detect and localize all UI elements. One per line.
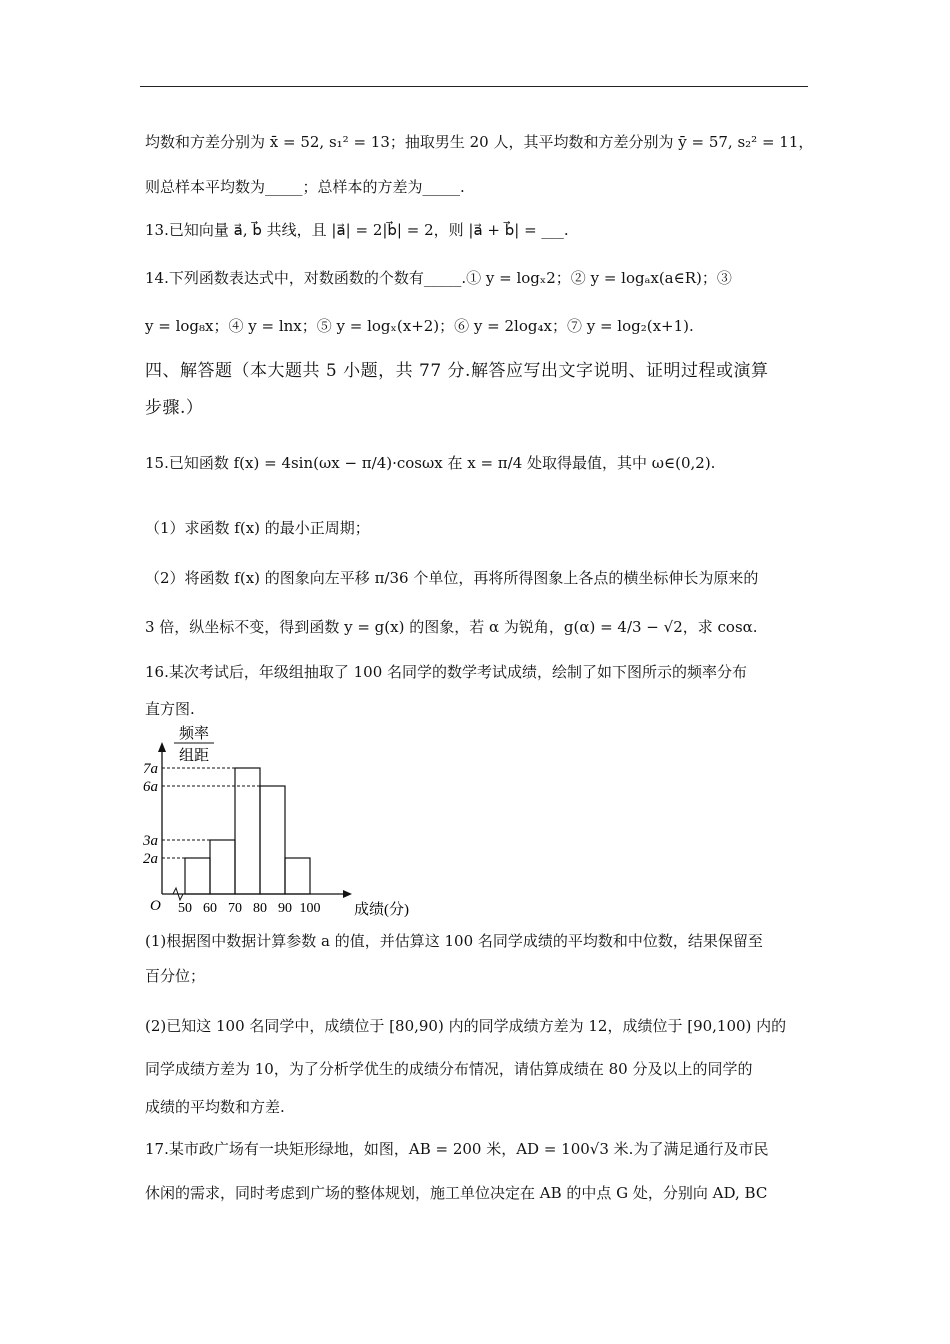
question-16-part-1-cont: 百分位； (145, 967, 206, 985)
question-17-cont: 休闲的需求，同时考虑到广场的整体规划，施工单位决定在 AB 的中点 G 处，分别向 AD, BC (145, 1184, 768, 1202)
question-16-part-2: (2)已知这 100 名同学中，成绩位于 [80,90) 内的同学成绩方差为 12，成绩位于 [90,100) 内的 (145, 1017, 787, 1035)
question-15: 15.已知函数 f(x) = 4sin(ωx − π/4)·cosωx 在 x = π/4 处取得最值，其中 ω∈(0,2). (145, 454, 716, 472)
y-tick-label: 6a (143, 779, 158, 795)
question-16-part-2-end: 成绩的平均数和方差. (145, 1098, 285, 1116)
x-tick-label: 100 (299, 901, 321, 916)
question-15-part-1: （1）求函数 f(x) 的最小正周期； (145, 519, 370, 537)
histogram-bar (285, 858, 310, 894)
y-axis-label-denominator: 组距 (178, 748, 210, 764)
x-tick-label: 90 (278, 901, 292, 916)
x-tick-label: 70 (228, 901, 242, 916)
question-15-part-2-cont: 3 倍，纵坐标不变，得到函数 y = g(x) 的图象，若 α 为锐角，g(α) = 4/3 − √2，求 cosα. (145, 618, 758, 636)
question-16-part-1: (1)根据图中数据计算参数 a 的值，并估算这 100 名同学成绩的平均数和中位数，结果保留至 (145, 932, 763, 950)
y-axis-arrow (158, 742, 166, 752)
histogram-bar (260, 786, 285, 894)
question-13: 13.已知向量 a⃗, b⃗ 共线，且 |a⃗| = 2|b⃗| = 2，则 |a⃗ + b⃗| = ___. (145, 221, 569, 239)
question-16: 16.某次考试后，年级组抽取了 100 名同学的数学考试成绩，绘制了如下图所示的频率分布 (145, 663, 748, 681)
section-heading-cont: 步骤.） (145, 398, 204, 418)
question-16-part-2-cont: 同学成绩方差为 10，为了分析学优生的成绩分布情况，请估算成绩在 80 分及以上的同学的 (145, 1060, 753, 1078)
y-tick-label: 2a (143, 851, 158, 867)
y-tick-label: 7a (143, 761, 158, 777)
x-axis-label: 成绩(分) (354, 902, 409, 918)
y-tick-label: 3a (143, 833, 158, 849)
x-tick-label: 50 (178, 901, 192, 916)
text-line-2: 则总样本平均数为_____；总样本的方差为_____. (145, 178, 465, 196)
x-tick-label: 60 (203, 901, 217, 916)
question-15-part-2: （2）将函数 f(x) 的图象向左平移 π/36 个单位，再将所得图象上各点的横坐标伸长为原来的 (145, 569, 759, 587)
text-line-1: 均数和方差分别为 x̄ = 52, s₁² = 13；抽取男生 20 人，其平均数和方差分别为 ȳ = 57, s₂² = 11， (145, 133, 814, 151)
header-rule (140, 86, 808, 87)
x-tick-label: 80 (253, 901, 267, 916)
section-heading: 四、解答题（本大题共 5 小题，共 77 分.解答应写出文字说明、证明过程或演算 (145, 361, 769, 381)
question-14: 14.下列函数表达式中，对数函数的个数有_____.① y = logₓ2；② y = logₐx(a∈R)；③ (145, 269, 732, 287)
origin-label: O (150, 898, 161, 914)
frequency-histogram (140, 722, 410, 922)
y-axis-label-numerator: 频率 (178, 726, 210, 742)
question-14-cont: y = log₈x；④ y = lnx；⑤ y = logₓ(x+2)；⑥ y = 2log₄x；⑦ y = log₂(x+1). (145, 317, 694, 335)
x-axis-arrow (343, 890, 352, 898)
histogram-bar (210, 840, 235, 894)
question-16-cont: 直方图. (145, 700, 195, 718)
histogram-bar (235, 768, 260, 894)
question-17: 17.某市政广场有一块矩形绿地，如图，AB = 200 米，AD = 100√3 米.为了满足通行及市民 (145, 1140, 769, 1158)
histogram-bar (185, 858, 210, 894)
